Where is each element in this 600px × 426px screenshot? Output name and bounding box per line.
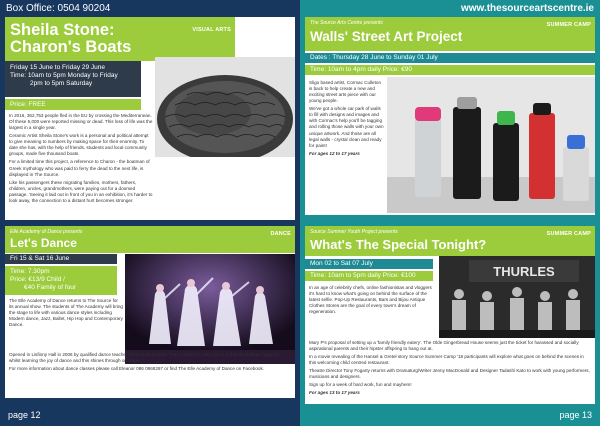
section-label: VISUAL ARTS xyxy=(192,27,231,33)
body-paragraph: For more information about dance classes please call Eleanor 086 0868297 or find The Elle Academy of Dance on Facebook. xyxy=(9,366,265,372)
article-body-wide xyxy=(309,340,591,399)
dancers-photo-illustration xyxy=(125,254,295,364)
article-title: What's The Special Tonight? xyxy=(310,237,487,252)
body-paragraph: Mary P's proposal of setting up a 'family friendly eatery'. The Olde Gingerbread House seems just the ticket for harassed and socially aspirational parents and their hipster offspring to hang out at. xyxy=(309,340,579,352)
spray-cans-illustration xyxy=(387,77,595,213)
dates-bar: Fri 15 & Sat 16 June xyxy=(5,254,117,264)
article-body xyxy=(309,285,437,317)
presenter: The Source Arts Centre presents xyxy=(310,20,383,26)
article-title: Walls' Street Art Project xyxy=(310,29,463,44)
sheila-stone-article xyxy=(5,17,295,220)
article-header xyxy=(305,226,595,256)
section-label: DANCE xyxy=(270,231,291,237)
time-price-bar: Time: 10am to 5pm daily Price: €100 xyxy=(305,271,433,281)
price-line-1: Price: €13/9 Child / xyxy=(10,275,65,283)
presenter: Elle Academy of Dance presents xyxy=(10,229,83,235)
right-page xyxy=(300,0,600,426)
theatre-photo-illustration xyxy=(439,256,595,338)
time-price-bar xyxy=(5,266,117,295)
special-tonight-article xyxy=(305,226,595,404)
article-header xyxy=(5,226,295,253)
dates-bar: Dates : Thursday 28 June to Sunday 01 July xyxy=(305,53,595,63)
article-body-wide xyxy=(9,352,291,374)
body-paragraph: Like his passengers these migrating families, mothers, fathers, children, uncles, grandmothers, were paying out for a doomed passage. 'Seeing it laid out in front of you in an exhibition, it's harder to look away, the connection to a distant hurt becomes stronger. xyxy=(9,179,153,203)
title-line-1: Sheila Stone: xyxy=(10,21,115,39)
theatre-performers-photo xyxy=(439,256,595,338)
article-body xyxy=(9,298,123,330)
presenter: Source Summer Youth Project presents xyxy=(310,229,398,235)
body-paragraph: In an age of celebrity chefs, online fashionistas and vloggers it's hard to know what's going on behind the surface of the latest selfie. Pop-Up Restaurants, Bars and Bijou Antique Clothes Stores are the goal of every town's dream of regeneration. xyxy=(309,285,432,315)
dates-bar: Mon 02 to Sat 07 July xyxy=(305,259,433,269)
page-number: page 12 xyxy=(8,410,41,420)
body-paragraph: Sign up for a week of hard work, fun and mayhem! xyxy=(309,382,412,388)
dates-line-3: 2pm to 5pm Saturday xyxy=(30,79,93,87)
dates-line-2: Time: 10am to 5pm Monday to Friday xyxy=(10,71,118,79)
article-header xyxy=(5,17,235,61)
photo-sign-text: THURLES xyxy=(493,264,555,279)
website-url: www.thesourceartscentre.ie xyxy=(460,3,594,14)
body-paragraph: In 2016, 362,753 people fled in the EU by crossing the Mediterranean. Of these 5,000 were reported missing or dead. This loss of life was the largest in a single year. xyxy=(9,113,153,131)
boats-installation-photo xyxy=(155,57,295,157)
section-label: SUMMER CAMP xyxy=(546,22,591,28)
article-body xyxy=(309,80,385,159)
walls-street-art-article xyxy=(305,17,595,215)
body-paragraph: Ceramic Artist Sheila Stone's work is a personal and political attempt to give meaning to numbers by making space for their enormity. To date she has, with the help of friends, students and local community groups, made five thousand boats. xyxy=(9,133,149,157)
price-line-2: €40 Family of four xyxy=(24,283,77,291)
time-price-bar: Time: 10am to 4pm daily Price: €90 xyxy=(305,65,595,75)
dancers-photo xyxy=(125,254,295,364)
dates-line-1: Friday 15 June to Friday 29 June xyxy=(10,64,106,71)
body-paragraph: The Elle Academy of Dance returns to The Source for its annual show. The students of The Academy will bring the stage to life with various dance styles including Modern dance, Jazz, Ballet, Hip Hop and Contemporary Dance. xyxy=(9,298,123,328)
body-paragraph: Opened in Lisfinny Hall in 2006 by qualified dance teacher Eleanor Brannigan. The Academy's main focus is that all children have fun whilst learning the joy of dance and this shines through on stage. xyxy=(9,352,280,364)
box-office-number: Box Office: 0504 90204 xyxy=(6,3,111,14)
time-line: Time: 7.30pm xyxy=(10,268,50,275)
boats-photo-illustration xyxy=(155,57,295,157)
body-paragraph: Theatre Director Tony Fogarty returns with Dramaturg/Writer Jenny MacDonald and Designer Tadashi Kato to work with young performers, musicians and designers. xyxy=(309,368,590,380)
page-number: page 13 xyxy=(559,410,592,420)
age-range: For ages 12 to 17 years xyxy=(309,150,360,156)
body-paragraph: In a movie revealing of the Hansel & Gretel story Source Summer Camp '18 participants will explore what goes on behind the scenes in this welcoming child centred restaurant. xyxy=(309,354,584,366)
body-paragraph: Sligo based artist, Cormac Culleton is back to help create a new and exciting street arts piece with our young people. xyxy=(309,80,382,104)
title-line-2: Charon's Boats xyxy=(10,38,132,57)
dates-bar xyxy=(5,61,141,97)
lets-dance-article xyxy=(5,226,295,398)
price-bar: Price: FREE xyxy=(5,99,141,110)
article-title: Let's Dance xyxy=(10,236,77,250)
article-title xyxy=(10,22,131,57)
article-body xyxy=(9,113,153,206)
section-label: SUMMER CAMP xyxy=(546,231,591,237)
spray-cans-photo xyxy=(387,77,595,213)
body-paragraph: We've got a whole car park of walls to fill with designs and images and with Cormac's help you'll be tagging and rolling those walls with your own unique artwork. And those are all legal walls - crystal clean and ready for paint! xyxy=(309,106,384,148)
article-header xyxy=(305,17,595,51)
age-range: For ages 13 to 17 years xyxy=(309,390,360,396)
body-paragraph: For a limited time this project, a reference to Charon - the boatman of Greek mythology who was paid to ferry the dead to the next life, is displayed in The Source. xyxy=(9,159,150,177)
